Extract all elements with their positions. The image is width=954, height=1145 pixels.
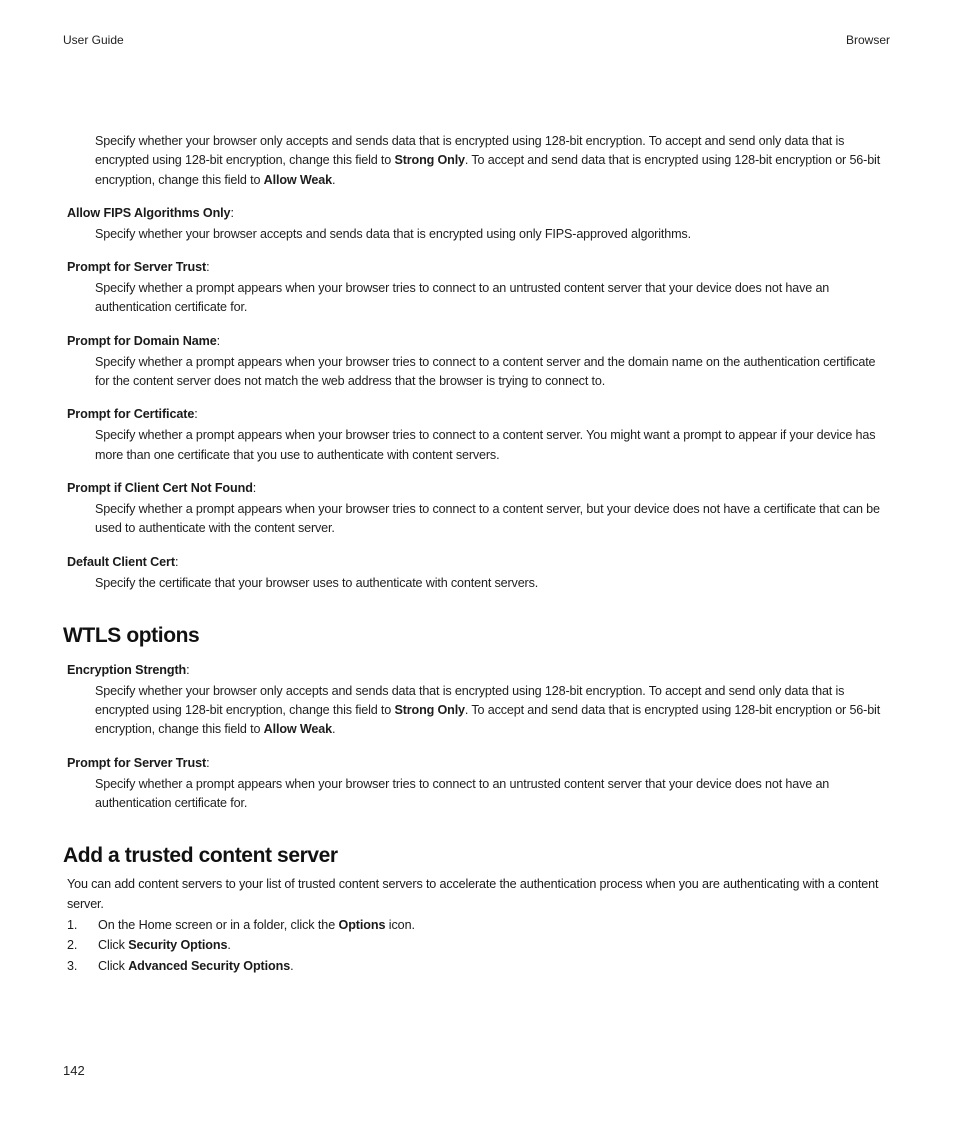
running-header-right: Browser [845, 33, 890, 47]
option-description: Specify whether a prompt appears when your browser tries to connect to an untrusted content server that your device does not have an authentication certificate for. [95, 776, 830, 811]
option-description: Specify whether a prompt appears when your browser tries to connect to an untrusted content server that your device does not have an authentication certificate for. [95, 281, 830, 315]
option-term: Prompt if Client Cert Not Found: [67, 480, 257, 495]
page-content [63, 132, 891, 976]
option-description: Specify whether a prompt appears when your browser tries to connect to a content server, but your device does not have a certificate that can be used to authenticate with the content server. [95, 501, 880, 536]
page-number: 142 [63, 1063, 85, 1078]
procedure-steps [63, 915, 891, 977]
wtls-option-encryption-strength [63, 661, 891, 740]
tls-option-client-cert-not-found [63, 479, 891, 539]
step-item: 3. Click Advanced Security Options. [67, 958, 294, 973]
option-term: Prompt for Server Trust: [67, 755, 210, 770]
section-heading-wtls: WTLS options [63, 623, 200, 647]
tls-option-domain-name [63, 332, 891, 392]
section-heading-trusted-server: Add a trusted content server [63, 844, 338, 868]
option-description: Specify whether a prompt appears when your browser tries to connect to a content server. You might want a prompt to appear if your device has more than one certificate that you use to authenticate with content servers. [95, 428, 876, 462]
wtls-option-server-trust [63, 754, 891, 814]
option-term: Allow FIPS Algorithms Only: [67, 205, 234, 220]
option-term: Prompt for Server Trust: [67, 260, 210, 275]
option-term: Default Client Cert: [67, 554, 179, 569]
section-intro: You can add content servers to your list of trusted content servers to accelerate the authentication process when you are authenticating with a content server. [67, 877, 879, 911]
encryption-strength-description: Specify whether your browser only accepts and sends data that is encrypted using 128-bit encryption. To accept and send only data that is encrypted using 128-bit encryption, change this field to Strong Only. To accept and send data that is encrypted using 128-bit encryption or 56-bit encryption, change this field to Allow Weak. [95, 134, 881, 187]
tls-option-server-trust [63, 258, 891, 318]
option-description: Specify whether a prompt appears when your browser tries to connect to a content server and the domain name on the authentication certificate for the content server does not match the web address that the browser is trying to connect to. [95, 354, 876, 389]
option-term: Prompt for Domain Name: [67, 333, 221, 348]
option-description: Specify the certificate that your browser uses to authenticate with content servers. [95, 575, 539, 590]
option-description: Specify whether your browser accepts and sends data that is encrypted using only FIPS-approved algorithms. [95, 226, 691, 241]
option-description: Specify whether your browser only accepts and sends data that is encrypted using 128-bit encryption. To accept and send only data that is encrypted using 128-bit encryption, change this field to Strong Only. To accept and send data that is encrypted using 128-bit encryption or 56-bit encryption, change this field to Allow Weak. [95, 683, 881, 737]
option-term: Encryption Strength: [67, 662, 190, 677]
step-item: 1. On the Home screen or in a folder, click the Options icon. [67, 917, 415, 932]
tls-option-default-client-cert [63, 553, 891, 593]
running-header-left: User Guide [63, 33, 124, 47]
tls-option-certificate [63, 405, 891, 465]
tls-option-fips [63, 204, 891, 244]
step-item: 2. Click Security Options. [67, 938, 231, 953]
option-term: Prompt for Certificate: [67, 407, 198, 422]
